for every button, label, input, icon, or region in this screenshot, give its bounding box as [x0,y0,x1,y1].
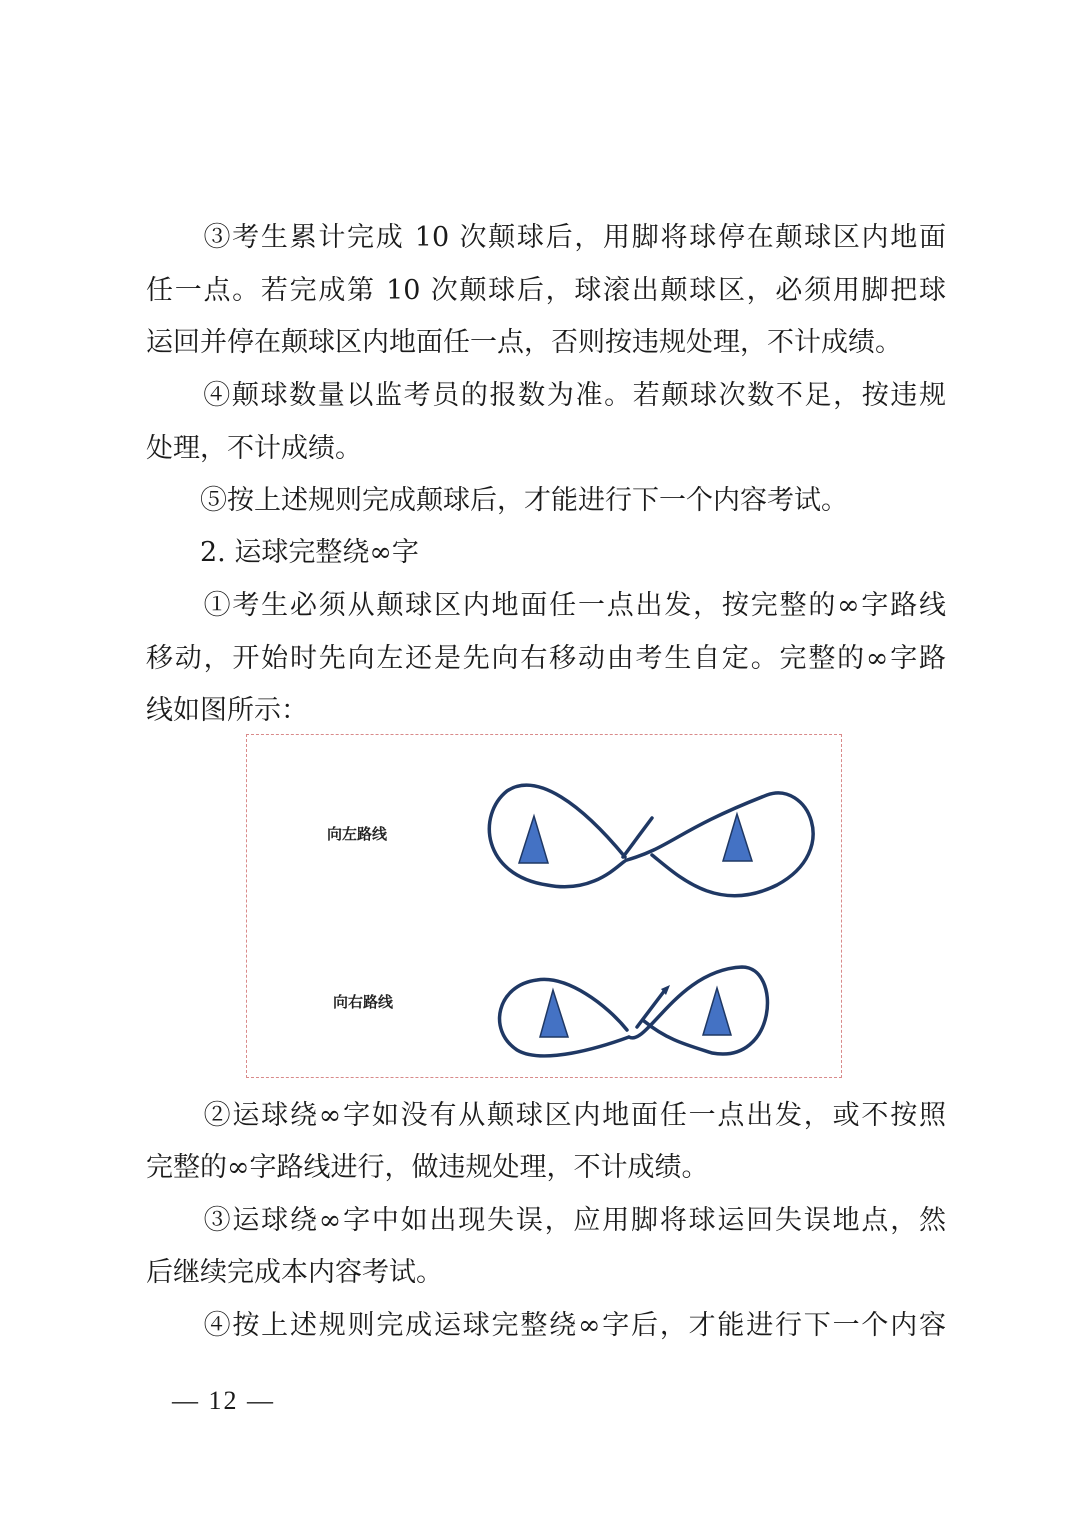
figure-eight-route-diagram [246,734,842,1078]
paragraph-line: 处理，不计成绩。 [146,433,362,464]
paragraph-line: 完整的∞字路线进行，做违规处理，不计成绩。 [146,1152,709,1183]
page-number: — 12 — [172,1386,275,1415]
paragraph-line: ⑤按上述规则完成颠球后，才能进行下一个内容考试。 [146,485,848,516]
section-heading: 2. 运球完整绕∞字 [146,537,419,568]
cone-icon [519,816,548,863]
paragraph-line: ④颠球数量以监考员的报数为准。若颠球次数不足，按违规 [146,380,946,411]
right-route-crossing [637,990,665,1027]
paragraph-line: ③考生累计完成 10 次颠球后，用脚将球停在颠球区内地面 [146,222,946,253]
paragraph-line: 运回并停在颠球区内地面任一点，否则按违规处理，不计成绩。 [146,327,902,358]
paragraph-line: ②运球绕∞字如没有从颠球区内地面任一点出发，或不按照 [146,1100,946,1131]
paragraph-line: ③运球绕∞字中如出现失误，应用脚将球运回失误地点，然 [146,1205,946,1236]
paragraph-line: ④按上述规则完成运球完整绕∞字后，才能进行下一个内容 [146,1310,946,1341]
right-route-path [500,967,768,1056]
paragraph-line: ①考生必须从颠球区内地面任一点出发，按完整的∞字路线 [146,590,946,621]
paragraph-line: 后继续完成本内容考试。 [146,1257,443,1288]
right-route-label: 向右路线 [333,993,394,1011]
cone-icon [703,988,731,1035]
cone-icon [540,990,568,1037]
paragraph-line: 任一点。若完成第 10 次颠球后，球滚出颠球区，必须用脚把球 [146,275,946,306]
left-route-label: 向左路线 [327,825,388,843]
route-paths [247,735,843,1079]
cone-icon [723,814,752,861]
paragraph-line: 移动，开始时先向左还是先向右移动由考生自定。完整的∞字路 [146,643,946,674]
paragraph-line: 线如图所示： [146,695,308,726]
